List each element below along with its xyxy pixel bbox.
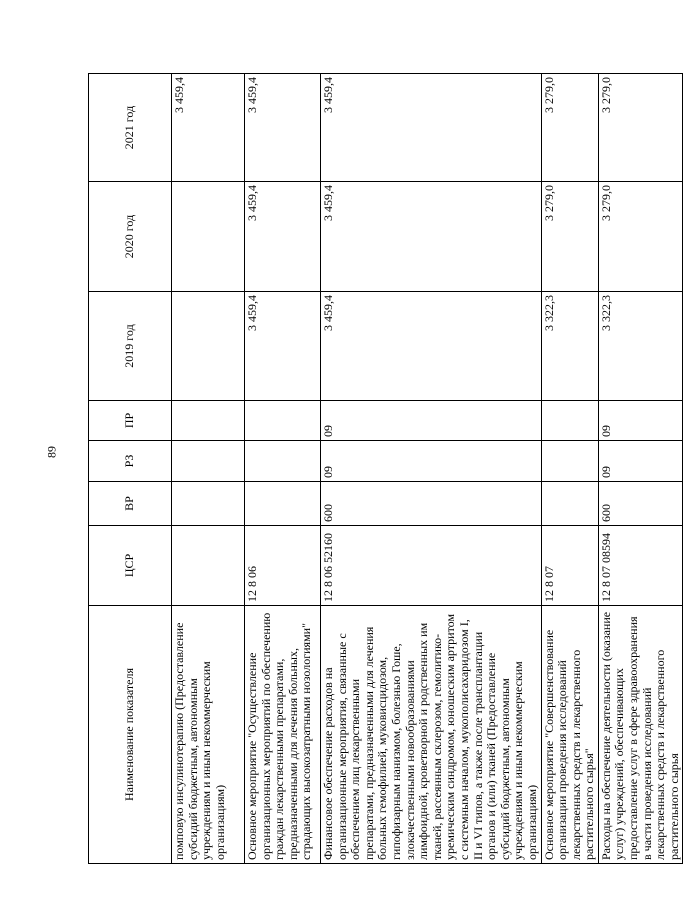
cell-2019: 3 459,4 [245,292,321,401]
budget-table [88,73,683,864]
cell-2019 [172,292,245,401]
cell-vr [541,482,598,526]
cell-name: Основное мероприятие "Осуществление организационных мероприятий по обеспечению граждан лекарственными препаратами, предназначенными для лечения больных, страдающих высокозатратными нозологиями" [245,606,321,864]
header-vr: ВР [89,482,172,526]
cell-csr: 12 8 06 [245,526,321,606]
table-container [88,74,681,864]
header-2020: 2020 год [89,182,172,292]
cell-pr: 09 [321,401,542,441]
cell-rz: 09 [598,441,683,482]
cell-pr [172,401,245,441]
header-2019: 2019 год [89,292,172,401]
cell-vr [172,482,245,526]
cell-name: Финансовое обеспечение расходов на организационные мероприятия, связанные с обеспечением лиц лекарственными препаратами, предназначенными для лечения больных гемофилией, муковисцидозом, гипофизарным нанизмом, болезнью Гоше, злокачественными новообразованиями лимфоидной, кроветворной и родственных им тканей, рассеянным склерозом, гемолитико-уремическим синдромом, юношеским артритом с системным началом, мукополисахаридозом I, II и VI типов, а также после трансплантации органов и (или) тканей (Предоставление субсидий бюджетным, автономным учреждениям и иным некоммерческим организациям) [321,606,542,864]
cell-rz [245,441,321,482]
cell-2020: 3 279,0 [598,182,683,292]
header-2021: 2021 год [89,74,172,182]
cell-2021: 3 459,4 [321,74,542,182]
cell-pr [245,401,321,441]
cell-2020: 3 459,4 [245,182,321,292]
cell-csr: 12 8 07 08594 [598,526,683,606]
cell-vr: 600 [321,482,542,526]
header-row [89,74,172,864]
cell-2019: 3 322,3 [598,292,683,401]
page-number: 89 [44,446,59,458]
cell-2019: 3 459,4 [321,292,542,401]
cell-rz [172,441,245,482]
cell-csr: 12 8 07 [541,526,598,606]
table-row [541,74,598,864]
table-row [598,74,683,864]
cell-2021: 3 279,0 [598,74,683,182]
cell-2020: 3 279,0 [541,182,598,292]
table-row [172,74,245,864]
cell-vr [245,482,321,526]
cell-name: помповую инсулинотерапию (Предоставление субсидий бюджетным, автономным учреждениям и иным некоммерческим организациям) [172,606,245,864]
header-csr: ЦСР [89,526,172,606]
cell-csr [172,526,245,606]
cell-name: Основное мероприятие "Совершенствование организации проведения исследований лекарственных средств и лекарственного растительного сырья" [541,606,598,864]
cell-2020: 3 459,4 [321,182,542,292]
header-rz: РЗ [89,441,172,482]
header-name: Наименование показателя [89,606,172,864]
cell-pr [541,401,598,441]
cell-rz [541,441,598,482]
header-pr: ПР [89,401,172,441]
cell-pr: 09 [598,401,683,441]
cell-2021: 3 459,4 [172,74,245,182]
cell-2021: 3 279,0 [541,74,598,182]
cell-2021: 3 459,4 [245,74,321,182]
cell-csr: 12 8 06 52160 [321,526,542,606]
cell-2019: 3 322,3 [541,292,598,401]
table-row [321,74,542,864]
cell-name: Расходы на обеспечение деятельности (оказание услуг) учреждений, обеспечивающих предоставление услуг в сфере здравоохранения в части проведения исследований лекарственных средств и лекарственного растительного сырья [598,606,683,864]
cell-vr: 600 [598,482,683,526]
cell-2020 [172,182,245,292]
table-row [245,74,321,864]
cell-rz: 09 [321,441,542,482]
